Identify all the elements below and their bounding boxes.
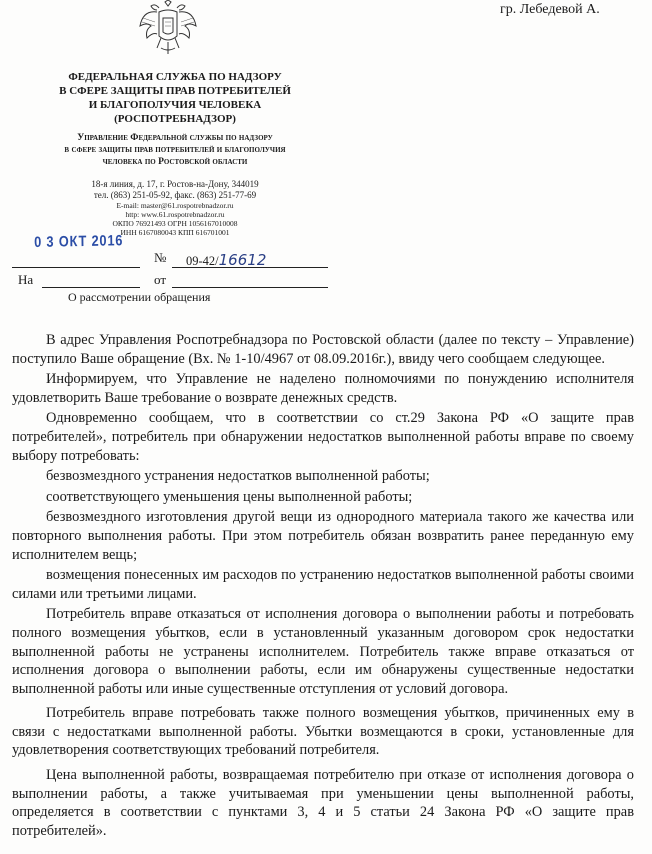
body-paragraph: Цена выполненной работы, возвращаемая потребителю при отказе от исполнения договора о выполнении работы, а также учитываемая при уменьшении цены выполненной работы, определяется в соответствии с пунктами 3, 4 и 5 статьи 24 Закона РФ «О защите прав потребителей». bbox=[12, 767, 634, 839]
agency-name bbox=[20, 70, 330, 126]
phone-fax: тел. (863) 251-05-92, факс. (863) 251-77-69 bbox=[93, 190, 257, 200]
list-item: возмещения понесенных им расходов по устранению недостатков выполненной работы своими силами или третьими лицами. bbox=[12, 567, 634, 602]
body-paragraph: Информируем, что Управление не наделено полномочиями по понуждению исполнителя удовлетворить Ваше требование о возврате денежных средств. bbox=[12, 371, 634, 406]
outgoing-number bbox=[186, 251, 266, 269]
body-paragraph: Одновременно сообщаем, что в соответствии со ст.29 Закона РФ «О защите прав потребителей», потребитель при обнаружении недостатков выполненной работы вправе по своему выбору потребовать: bbox=[12, 410, 634, 464]
number-symbol: № bbox=[154, 250, 167, 265]
agency-line: И БЛАГОПОЛУЧИЯ ЧЕЛОВЕКА bbox=[88, 99, 262, 111]
okpo-ogrn: ОКПО 76921493 ОГРН 1056167010008 bbox=[112, 219, 238, 228]
coat-of-arms-emblem bbox=[137, 0, 199, 58]
letter-subject: О рассмотрении обращения bbox=[68, 290, 211, 304]
agency-line: (РОСПОТРЕБНАДЗОР) bbox=[114, 113, 236, 125]
office-line: Управление Федеральной службы по надзору bbox=[77, 133, 273, 143]
outgoing-number-prefix: 09-42/ bbox=[186, 254, 219, 268]
recipient-name: гр. Лебедевой А. bbox=[500, 2, 600, 17]
list-item: соответствующего уменьшения цены выполненной работы; bbox=[46, 488, 413, 505]
body-paragraph: Потребитель вправе отказаться от исполнения договора о выполнении работы и потребовать полного возмещения убытков, если в установленный указанным договором срок недостатки выполненной работы не устранены исполнителем. Потребитель также вправе отказаться от исполнения договора о выполнении работы, если им обнаружены существенные недостатки выполненной работы или иные существенные отступления от условий договора. bbox=[12, 606, 634, 697]
agency-line: ФЕДЕРАЛЬНАЯ СЛУЖБА ПО НАДЗОРУ bbox=[68, 71, 282, 83]
office-line: в сфере защиты прав потребителей и благополучия bbox=[64, 145, 286, 155]
reply-to-label: На bbox=[18, 272, 34, 287]
contact-block bbox=[20, 179, 330, 237]
reply-to-underline bbox=[42, 287, 140, 288]
list-item: безвозмездного устранения недостатков выполненной работы; bbox=[46, 468, 430, 485]
website: http: www.61.rospotrebnadzor.ru bbox=[125, 210, 225, 219]
reply-date-label: от bbox=[154, 272, 167, 287]
reply-date-underline bbox=[172, 287, 328, 288]
date-underline bbox=[12, 267, 140, 268]
address: 18-я линия, д. 17, г. Ростов-на-Дону, 344019 bbox=[91, 179, 259, 189]
body-paragraph: В адрес Управления Роспотребнадзора по Ростовской области (далее по тексту – Управление) поступило Ваше обращение (Вх. № 1-10/4967 от 08.09.2016г.), ввиду чего сообщаем следующее. bbox=[12, 332, 634, 367]
office-line: человека по Ростовской области bbox=[102, 157, 248, 167]
list-item: безвозмездного изготовления другой вещи из однородного материала такого же качества или повторного выполнения работы. При этом потребитель обязан возвратить ранее переданную ему исполнителем вещь; bbox=[12, 509, 634, 563]
letter-body bbox=[12, 331, 634, 842]
email: E-mail: master@61.rospotrebnadzor.ru bbox=[116, 201, 234, 210]
outgoing-number-handwritten: 16612 bbox=[218, 251, 267, 269]
inn-kpp: ИНН 6167080043 КПП 616701001 bbox=[120, 228, 230, 237]
date-stamp: 0 3 ОКТ 2016 bbox=[34, 232, 124, 251]
body-paragraph: Потребитель вправе потребовать также полного возмещения убытков, причиненных ему в связи с недостатками выполненной работы. Убытки возмещаются в сроки, установленные для удовлетворения соответствующих требований потребителя. bbox=[12, 705, 634, 759]
agency-line: В СФЕРЕ ЗАЩИТЫ ПРАВ ПОТРЕБИТЕЛЕЙ bbox=[59, 85, 291, 97]
regional-office-name bbox=[20, 132, 330, 168]
